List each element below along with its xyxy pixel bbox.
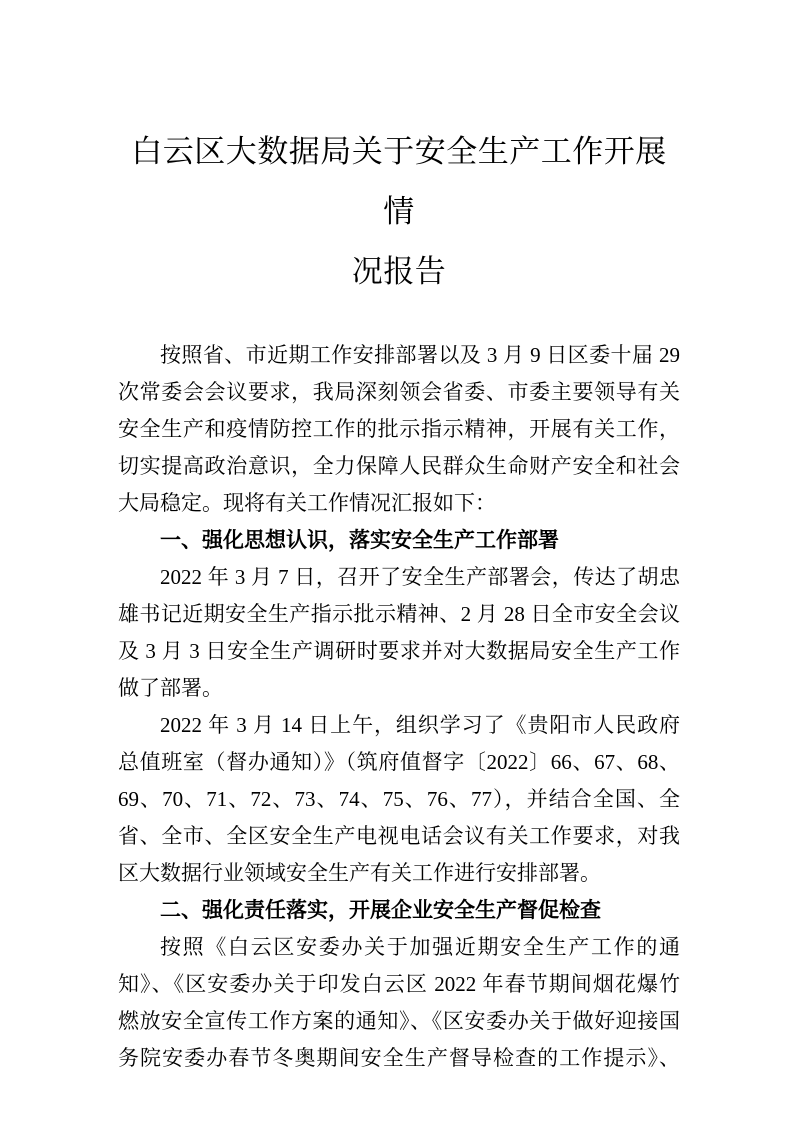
- paragraph-section1-study: [118, 707, 680, 892]
- paragraph-line: 按照省、市近期工作安排部署以及 3 月 9 日区委十届 29: [160, 343, 680, 367]
- paragraph-section2-inspection: [118, 929, 680, 1077]
- section-heading-2: 二、强化责任落实，开展企业安全生产督促检查: [160, 899, 601, 922]
- paragraph-line: 2022 年 3 月 14 日上午，组织学习了《贵阳市人民政府: [160, 713, 680, 737]
- paragraph-line: 知》、《区安委办关于印发白云区 2022 年春节期间烟花爆竹: [118, 972, 680, 996]
- paragraph-line: 总值班室（督办通知）》（筑府值督字〔2022〕66、67、68、: [118, 750, 680, 774]
- paragraph-line: 务院安委办春节冬奥期间安全生产督导检查的工作提示》、: [118, 1046, 680, 1070]
- paragraph-line: 大局稳定。现将有关工作情况汇报如下：: [118, 491, 496, 515]
- paragraph-line: 安全生产和疫情防控工作的批示指示精神，开展有关工作，: [118, 417, 680, 441]
- paragraph-line: 69、70、71、72、73、74、75、76、77），并结合全国、全: [118, 787, 680, 811]
- paragraph-line: 按照《白云区安委办关于加强近期安全生产工作的通: [160, 935, 680, 959]
- section-heading-1: 一、强化思想认识，落实安全生产工作部署: [160, 529, 559, 552]
- paragraph-line: 区大数据行业领域安全生产有关工作进行安排部署。: [118, 861, 601, 885]
- paragraph-line: 做了部署。: [118, 676, 223, 700]
- paragraph-line: 省、全市、全区安全生产电视电话会议有关工作要求，对我: [118, 824, 680, 848]
- paragraph-section1-meeting: [118, 559, 680, 707]
- document-title-line-2: 况报告: [351, 254, 447, 289]
- paragraph-line: 雄书记近期安全生产指示批示精神、2 月 28 日全市安全会议: [118, 602, 680, 626]
- document-title: [118, 122, 680, 302]
- paragraph-line: 及 3 月 3 日安全生产调研时要求并对大数据局安全生产工作: [118, 639, 680, 663]
- paragraph-line: 燃放安全宣传工作方案的通知》、《区安委办关于做好迎接国: [118, 1009, 680, 1033]
- document-body: [118, 337, 680, 1077]
- paragraph-line: 切实提高政治意识，全力保障人民群众生命财产安全和社会: [118, 454, 680, 478]
- paragraph-line: 2022 年 3 月 7 日，召开了安全生产部署会，传达了胡忠: [160, 565, 680, 589]
- document-title-line-1: 白云区大数据局关于安全生产工作开展情: [131, 134, 667, 229]
- paragraph-line: 次常委会会议要求，我局深刻领会省委、市委主要领导有关: [118, 380, 680, 404]
- paragraph-intro: [118, 337, 680, 522]
